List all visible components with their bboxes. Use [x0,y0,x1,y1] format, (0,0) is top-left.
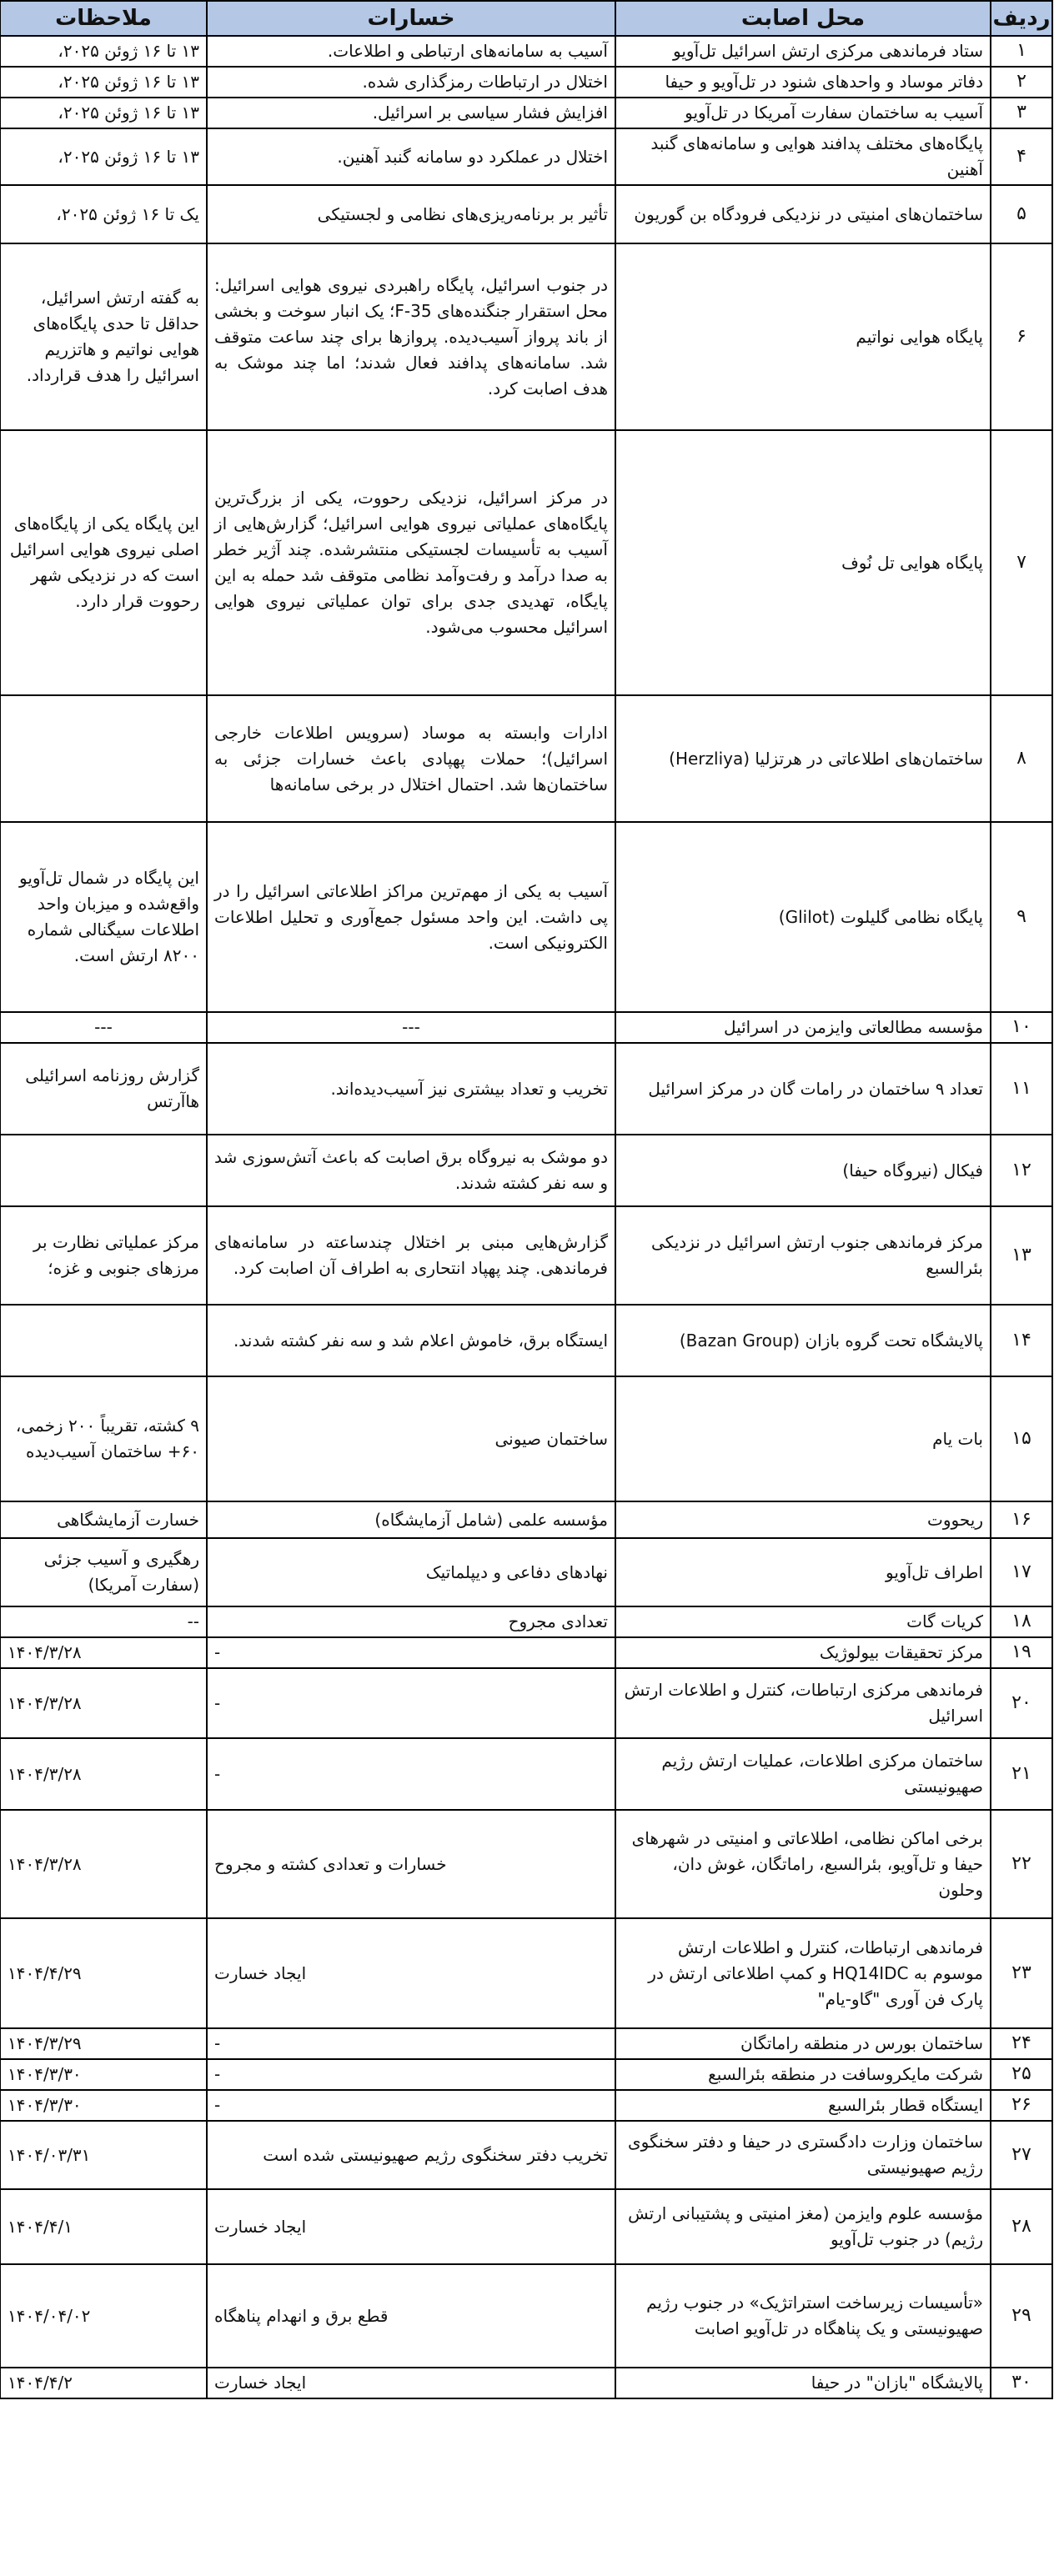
table-row [0,1501,1052,1538]
row-notes: مرکز عملیاتی نظارت بر مرزهای جنوبی و غزه؛ [0,1206,207,1305]
header-num: ردیف [991,1,1052,36]
row-notes: ۱۴۰۴/۳/۳۰ [0,2059,207,2090]
table-row [0,1538,1052,1606]
table-row [0,185,1052,243]
row-num: ۲۹ [991,2264,1052,2368]
row-notes: ۱۴۰۴/۳/۲۸ [0,1668,207,1738]
row-damages: گزارش‌هایی مبنی بر اختلال چندساعته در سامانه‌های فرماندهی. چند پهپاد انتحاری به اطراف آن اصابت کرد. [207,1206,615,1305]
row-location: ساختمان بورس در منطقه راماتگان [615,2028,991,2059]
row-num: ۱۷ [991,1538,1052,1606]
table-row [0,1206,1052,1305]
row-location: شرکت مایکروسافت در منطقه بئرالسبع [615,2059,991,2090]
header-damages: خسارات [207,1,615,36]
table-row [0,36,1052,67]
row-notes: یک تا ۱۶ ژوئن ۲۰۲۵، [0,185,207,243]
row-damages: - [207,1637,615,1668]
row-damages: مؤسسه علمی (شامل آزمایشگاه) [207,1501,615,1538]
row-notes: ۱۴۰۴/۳/۳۰ [0,2090,207,2121]
row-num: ۱۴ [991,1305,1052,1376]
row-notes: ۱۴۰۴/۳/۲۹ [0,2028,207,2059]
row-damages: - [207,2059,615,2090]
row-damages: - [207,2090,615,2121]
row-notes: ۹ کشته، تقریباً ۲۰۰ زخمی، ۶۰+ ساختمان آسیب‌دیده [0,1376,207,1501]
row-location: تعداد ۹ ساختمان در رامات گان در مرکز اسرائیل [615,1043,991,1135]
row-damages: ایستگاه برق، خاموش اعلام شد و سه نفر کشته شدند. [207,1305,615,1376]
row-num: ۲۲ [991,1810,1052,1918]
row-location: ساختمان‌های امنیتی در نزدیکی فرودگاه بن گوریون [615,185,991,243]
row-num: ۱ [991,36,1052,67]
row-damages: افزایش فشار سیاسی بر اسرائیل. [207,98,615,128]
row-location: ریحووت [615,1501,991,1538]
table-row [0,1305,1052,1376]
row-damages: اختلال در عملکرد دو سامانه گنبد آهنین. [207,128,615,185]
row-num: ۹ [991,822,1052,1012]
row-location: فرماندهی مرکزی ارتباطات، کنترل و اطلاعات ارتش اسرائیل [615,1668,991,1738]
row-damages: ایجاد خسارت [207,1918,615,2028]
row-damages: خسارات و تعدادی کشته و مجروح [207,1810,615,1918]
row-damages: ادارات وابسته به موساد (سرویس اطلاعات خارجی اسرائیل)؛ حملات پهپادی باعث خسارات جزئی به ساختمان‌ها شد. احتمال اختلال در برخی سامانه‌ها [207,695,615,822]
row-location: فیکال (نیروگاه حیفا) [615,1135,991,1206]
row-num: ۳۰ [991,2368,1052,2398]
row-location: «تأسیسات زیرساخت استراتژیک» در جنوب رژیم صهیونیستی و یک پناهگاه در تل‌آویو اصابت [615,2264,991,2368]
row-location: پایگاه هوایی نواتیم [615,243,991,430]
row-damages: در مرکز اسرائیل، نزدیکی رحووت، یکی از بزرگ‌ترین پایگاه‌های عملیاتی نیروی هوایی اسرائیل؛ گزارش‌هایی از آسیب به تأسیسات لجستیکی منتشرشده. چند آژیر خطر به صدا درآمد و رفت‌وآمد نظامی متوقف شد حمله به این پایگاه، تهدیدی جدی برای توان عملیاتی نیروی هوایی اسرائیل محسوب می‌شود. [207,430,615,695]
row-num: ۶ [991,243,1052,430]
row-location: برخی اماکن نظامی، اطلاعاتی و امنیتی در شهرهای حیفا و تل‌آویو، بئرالسبع، راماتگان، غوش دان، وحلون [615,1810,991,1918]
row-location: مؤسسه علوم وایزمن (مغز امنیتی و پشتیبانی ارتش رژیم) در جنوب تل‌آویو [615,2189,991,2264]
row-damages: تخریب دفتر سخنگوی رژیم صهیونیستی شده است [207,2121,615,2189]
row-num: ۲۱ [991,1738,1052,1810]
table-row [0,1918,1052,2028]
row-notes: به گفته ارتش اسرائیل، حداقل تا حدی پایگاه‌های هوایی نواتیم و هاتزریم اسرائیل را هدف قرارداد. [0,243,207,430]
row-notes [0,1305,207,1376]
row-damages: ایجاد خسارت [207,2368,615,2398]
row-num: ۱۸ [991,1606,1052,1637]
row-num: ۱۹ [991,1637,1052,1668]
row-damages: قطع برق و انهدام پناهگاه [207,2264,615,2368]
row-notes: خسارت آزمایشگاهی [0,1501,207,1538]
row-location: کریات گات [615,1606,991,1637]
table-row [0,2189,1052,2264]
table-row [0,1668,1052,1738]
row-location: بات یام [615,1376,991,1501]
row-location: ستاد فرماندهی مرکزی ارتش اسرائیل تل‌آویو [615,36,991,67]
row-num: ۲۰ [991,1668,1052,1738]
table-row [0,1043,1052,1135]
row-location: پایگاه‌های مختلف پدافند هوایی و سامانه‌های گنبد آهنین [615,128,991,185]
row-notes: ۱۳ تا ۱۶ ژوئن ۲۰۲۵، [0,67,207,98]
table-header-row [0,1,1052,36]
row-notes: این پایگاه در شمال تل‌آویو واقع‌شده و میزبان واحد اطلاعات سیگنالی شماره ۸۲۰۰ ارتش است. [0,822,207,1012]
row-location: مؤسسه مطالعاتی وایزمن در اسرائیل [615,1012,991,1043]
row-num: ۷ [991,430,1052,695]
row-num: ۴ [991,128,1052,185]
row-num: ۱۲ [991,1135,1052,1206]
row-location: ساختمان‌های اطلاعاتی در هرتزلیا (Herzliya) [615,695,991,822]
row-location: آسیب به ساختمان سفارت آمریکا در تل‌آویو [615,98,991,128]
table-row [0,1135,1052,1206]
row-damages: --- [207,1012,615,1043]
row-num: ۱۵ [991,1376,1052,1501]
table-row [0,695,1052,822]
row-damages: اختلال در ارتباطات رمزگذاری شده. [207,67,615,98]
row-location: ایستگاه قطار بئرالسبع [615,2090,991,2121]
table-row [0,2059,1052,2090]
row-num: ۲۵ [991,2059,1052,2090]
row-notes: ۱۳ تا ۱۶ ژوئن ۲۰۲۵، [0,98,207,128]
table-row [0,128,1052,185]
row-damages: - [207,2028,615,2059]
table-row [0,67,1052,98]
row-damages: آسیب به سامانه‌های ارتباطی و اطلاعات. [207,36,615,67]
row-notes: این پایگاه یکی از پایگاه‌های اصلی نیروی هوایی اسرائیل است که در نزدیکی شهر رحووت قرار دارد. [0,430,207,695]
row-num: ۲۳ [991,1918,1052,2028]
row-notes: ۱۴۰۴/۳/۲۸ [0,1637,207,1668]
row-location: مرکز تحقیقات بیولوژیک [615,1637,991,1668]
row-num: ۱۰ [991,1012,1052,1043]
row-num: ۲۶ [991,2090,1052,2121]
row-location: ساختمان مرکزی اطلاعات، عملیات ارتش رژیم صهیونیستی [615,1738,991,1810]
table-row [0,1637,1052,1668]
row-num: ۱۱ [991,1043,1052,1135]
header-location: محل اصابت [615,1,991,36]
row-location: پالایشگاه "بازان" در حیفا [615,2368,991,2398]
table-row [0,2264,1052,2368]
row-damages: دو موشک به نیروگاه برق اصابت که باعث آتش‌سوزی شد و سه نفر کشته شدند. [207,1135,615,1206]
row-damages: - [207,1668,615,1738]
row-damages: تعدادی مجروح [207,1606,615,1637]
row-num: ۲ [991,67,1052,98]
row-notes [0,1135,207,1206]
row-location: پالایشگاه تحت گروه بازان (Bazan Group) [615,1305,991,1376]
header-notes: ملاحظات [0,1,207,36]
row-notes: ۱۴۰۴/۳/۲۸ [0,1810,207,1918]
table-row [0,822,1052,1012]
row-notes: رهگیری و آسیب جزئی (سفارت آمریکا) [0,1538,207,1606]
row-num: ۲۸ [991,2189,1052,2264]
table-row [0,1738,1052,1810]
table-row [0,2028,1052,2059]
table-row [0,1810,1052,1918]
table-row [0,98,1052,128]
row-notes: ۱۴۰۴/۴/۱ [0,2189,207,2264]
row-notes: ۱۳ تا ۱۶ ژوئن ۲۰۲۵، [0,36,207,67]
table-row [0,1606,1052,1637]
row-damages: در جنوب اسرائیل، پایگاه راهبردی نیروی هوایی اسرائیل: محل استقرار جنگنده‌های F-35؛ یک انبار سوخت و بخشی از باند پرواز آسیب‌دیده. پروازها برای چند ساعت متوقف شد. سامانه‌های پدافند فعال شدند؛ اما چند موشک به هدف اصابت کرد. [207,243,615,430]
row-location: ساختمان وزارت دادگستری در حیفا و دفتر سخنگوی رژیم صهیونیستی [615,2121,991,2189]
row-notes: ۱۴۰۴/۰۳/۳۱ [0,2121,207,2189]
row-location: اطراف تل‌آویو [615,1538,991,1606]
table-row [0,1012,1052,1043]
row-notes: ۱۴۰۴/۰۴/۰۲ [0,2264,207,2368]
row-num: ۵ [991,185,1052,243]
row-location: دفاتر موساد و واحدهای شنود در تل‌آویو و حیفا [615,67,991,98]
row-notes: ۱۴۰۴/۴/۲۹ [0,1918,207,2028]
row-notes: --- [0,1012,207,1043]
row-location: پایگاه نظامی گلیلوت (Glilot) [615,822,991,1012]
table-row [0,2121,1052,2189]
row-num: ۲۴ [991,2028,1052,2059]
row-damages: نهادهای دفاعی و دیپلماتیک [207,1538,615,1606]
row-num: ۱۶ [991,1501,1052,1538]
row-notes: ۱۴۰۴/۳/۲۸ [0,1738,207,1810]
row-damages: - [207,1738,615,1810]
row-location: فرماندهی ارتباطات، کنترل و اطلاعات ارتش موسوم به HQ14IDC و کمپ اطلاعاتی ارتش در پارک فن آوری "گاو-یام" [615,1918,991,2028]
row-damages: ایجاد خسارت [207,2189,615,2264]
row-damages: ساختمان صیونی [207,1376,615,1501]
row-location: پایگاه هوایی تل نُوف [615,430,991,695]
row-num: ۲۷ [991,2121,1052,2189]
table-row [0,430,1052,695]
row-damages: آسیب به یکی از مهم‌ترین مراکز اطلاعاتی اسرائیل را در پی داشت. این واحد مسئول جمع‌آوری و تحلیل اطلاعات الکترونیکی است. [207,822,615,1012]
row-num: ۳ [991,98,1052,128]
row-notes: گزارش روزنامه اسرائیلی هاآرتس [0,1043,207,1135]
row-damages: تخریب و تعداد بیشتری نیز آسیب‌دیده‌اند. [207,1043,615,1135]
row-notes: -- [0,1606,207,1637]
table-row [0,2090,1052,2121]
row-notes: ۱۴۰۴/۴/۲ [0,2368,207,2398]
row-damages: تأثیر بر برنامه‌ریزی‌های نظامی و لجستیکی [207,185,615,243]
table-row [0,243,1052,430]
row-notes: ۱۳ تا ۱۶ ژوئن ۲۰۲۵، [0,128,207,185]
row-notes [0,695,207,822]
table-row [0,1376,1052,1501]
row-location: مرکز فرماندهی جنوب ارتش اسرائیل در نزدیکی بئرالسبع [615,1206,991,1305]
row-num: ۱۳ [991,1206,1052,1305]
row-num: ۸ [991,695,1052,822]
table-row [0,2368,1052,2398]
